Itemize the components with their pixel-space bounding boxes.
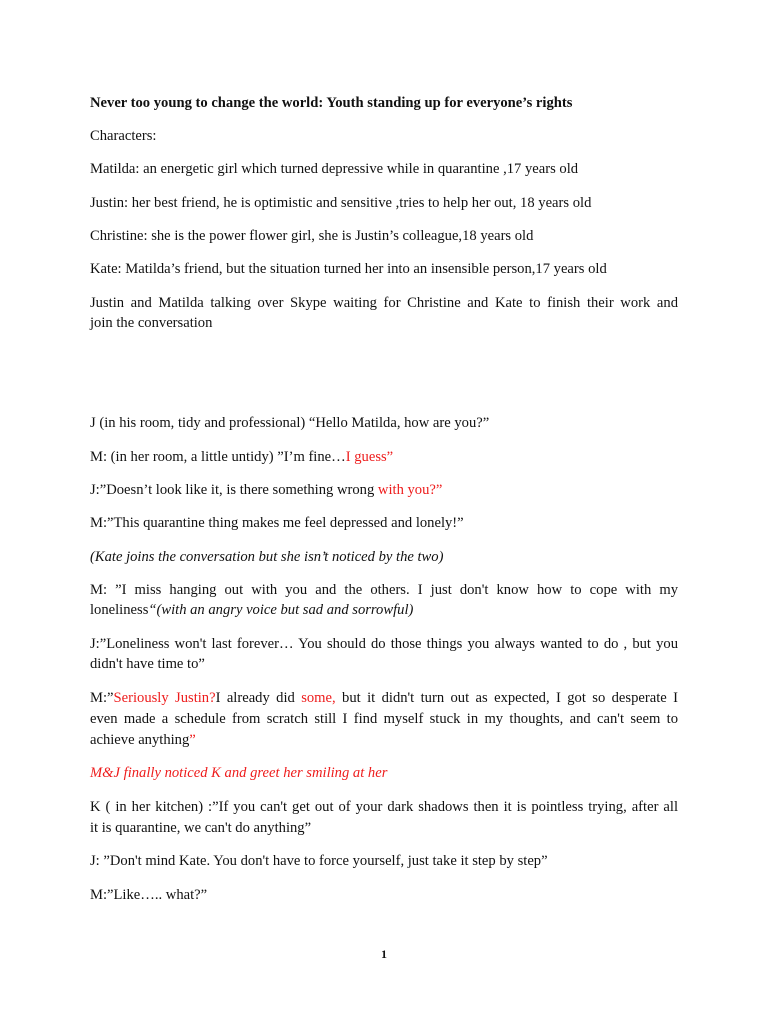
stage-direction-1: (Kate joins the conversation but she isn’t noticed by the two) (90, 549, 444, 565)
highlighted-text: Seriously Justin? (113, 690, 216, 706)
dialogue-text: I already did (215, 690, 302, 706)
dialogue-justin-2 (90, 480, 678, 501)
highlighted-text: I guess” (345, 449, 394, 465)
highlighted-text: some, (301, 690, 336, 706)
characters-heading: Characters: (90, 128, 157, 144)
setting-line-2: join the conversation (90, 315, 213, 331)
dialogue-matilda-3-line-2 (90, 600, 678, 621)
dialogue-matilda-5: M:”Like….. what?” (90, 887, 208, 903)
dialogue-matilda-2: M:”This quarantine thing makes me feel depressed and lonely!” (90, 515, 464, 531)
dialogue-matilda-3-line-1: M: ”I miss hanging out with you and the others. I just don't know how to cope with my (90, 582, 678, 598)
dialogue-matilda-4-line-3 (90, 730, 678, 751)
character-matilda: Matilda: an energetic girl which turned depressive while in quarantine ,17 years old (90, 161, 579, 177)
dialogue-matilda-4-line-1 (90, 688, 678, 709)
dialogue-kate-1-line-2: it is quarantine, we can't do anything” (90, 820, 312, 836)
highlighted-text: with you?” (377, 482, 443, 498)
document-title: Never too young to change the world: Youth standing up for everyone’s rights (90, 95, 573, 111)
dialogue-kate-1-line-1: K ( in her kitchen) :”If you can't get out of your dark shadows then it is pointless trying, after all (90, 799, 678, 815)
character-christine: Christine: she is the power flower girl, she is Justin’s colleague,18 years old (90, 228, 534, 244)
dialogue-justin-3-line-2: didn't have time to” (90, 656, 205, 672)
dialogue-text: achieve anything (90, 732, 190, 748)
dialogue-matilda-1 (90, 447, 678, 468)
highlighted-text: ” (189, 732, 196, 748)
character-justin: Justin: her best friend, he is optimistic and sensitive ,tries to help her out, 18 years old (90, 195, 592, 211)
dialogue-justin-1: J (in his room, tidy and professional) “Hello Matilda, how are you?” (90, 415, 490, 431)
stage-direction-inline: “(with an angry voice but sad and sorrowful) (148, 602, 414, 618)
dialogue-justin-4: J: ”Don't mind Kate. You don't have to force yourself, just take it step by step” (90, 853, 548, 869)
character-kate: Kate: Matilda’s friend, but the situation turned her into an insensible person,17 years old (90, 261, 607, 277)
dialogue-text: M:” (90, 690, 114, 706)
dialogue-text: M: (in her room, a little untidy) ”I’m fine… (90, 449, 346, 465)
setting-line-1: Justin and Matilda talking over Skype waiting for Christine and Kate to finish their work and (90, 295, 678, 311)
page-number: 1 (381, 947, 387, 961)
dialogue-justin-3-line-1: J:”Loneliness won't last forever… You should do those things you always wanted to do , but you (90, 636, 678, 652)
dialogue-matilda-4-line-2: even made a schedule from scratch still I find myself stuck in my thoughts, and can't seem to (90, 711, 678, 727)
dialogue-text: but it didn't turn out as expected, I got so desperate I (335, 690, 678, 706)
dialogue-text: J:”Doesn’t look like it, is there something wrong (90, 482, 378, 498)
dialogue-text: loneliness (90, 602, 149, 618)
stage-direction-2: M&J finally noticed K and greet her smiling at her (90, 765, 388, 781)
